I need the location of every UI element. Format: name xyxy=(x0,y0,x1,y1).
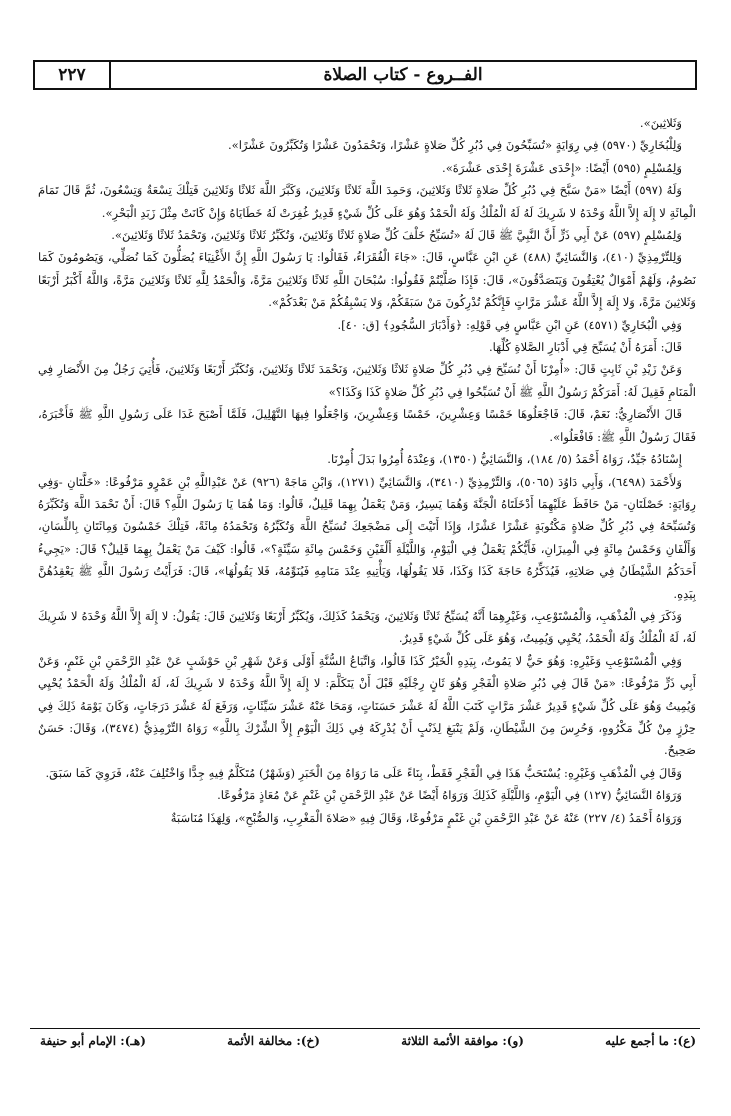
page-header xyxy=(33,60,697,90)
paragraph: وَلَهُ (٥٩٧) أَيْضًا «مَنْ سَبَّحَ فِي دُبُرِ كُلِّ صَلاةٍ ثَلاثًا وَثَلاثِينَ، وَحَمِدَ اللَّهَ ثَلاثًا وَثَلاثِينَ، وَكَبَّرَ اللَّهَ ثَلاثًا وَثَلاثِينَ فَتِلْكَ تِسْعَةٌ وَتِسْعُونَ، ثُمَّ قَالَ تَمَامَ الْمِائَةِ لا إِلَهَ إِلاَّ اللَّهُ وَحْدَهُ لا شَرِيكَ لَهُ لَهُ الْمُلْكُ وَلَهُ الْحَمْدُ وَهُوَ عَلَى كُلِّ شَيْءٍ قَدِيرٌ غُفِرَتْ لَهُ خَطَايَاهُ وَإِنْ كَانَتْ مِثْلَ زَبَدِ الْبَحْرِ». xyxy=(38,183,696,220)
paragraph: وَرَوَاهُ أَحْمَدُ (٤/ ٢٢٧) عَنْهُ عَنْ عَبْدِ الرَّحْمَنِ بْنِ غَنْمٍ مَرْفُوعًا، وَقَالَ فِيهِ «صَلاةَ الْمَغْرِبِ، وَالصُّبْحِ»، وَلِهَذَا مُنَاسَبَةٌ xyxy=(170,810,682,825)
footer-divider xyxy=(30,1028,700,1029)
paragraph: وَرَوَاهُ النَّسَائِيُّ (١٢٧) فِي الْيَوْمِ، وَاللَّيْلَةِ كَذَلِكَ وَرَوَاهُ أَيْضًا عَنْ عَبْدِ الرَّحْمَنِ بْنِ غَنْمٍ عَنْ مُعَاذٍ مَرْفُوعًا. xyxy=(217,788,682,803)
legend-consensus: (ع): ما أجمع عليه xyxy=(605,1034,696,1048)
paragraph: إِسْنَادُهُ جَيِّدٌ، رَوَاهُ أَحْمَدُ (٥/ ١٨٤)، وَالنَّسَائِيُّ (١٣٥٠)، وَعِنْدَهُ أُمِرُوا بَدَلَ أُمِرْنَا. xyxy=(327,452,682,467)
legend-abu-hanifa: (هـ): الإمام أبو حنيفة xyxy=(40,1034,146,1048)
paragraph: وَلِمُسْلِمٍ (٥٩٧) عَنْ أَبِي ذَرٍّ أَنَّ النَّبِيَّ ﷺ قَالَ لَهُ «تُسَبِّحُ خَلْفَ كُلِّ صَلاةٍ ثَلاثًا وَثَلاثِينَ، وَتُكَبِّرُ ثَلاثًا وَثَلاثِينَ، وَتَحْمَدُ ثَلاثًا وَثَلاثِينَ». xyxy=(111,228,682,243)
paragraph: وَفِي الْبُخَارِيِّ (٤٥٧١) عَنِ ابْنِ عَبَّاسٍ فِي قَوْلِهِ: ﴿وَأَدْبَارَ السُّجُودِ﴾ [ق: ٤٠]. xyxy=(337,317,682,332)
paragraph: وَثَلاثِينَ». xyxy=(639,116,682,130)
page-body xyxy=(38,112,696,1022)
paragraph: وَعَنْ زَيْدِ بْنِ ثَابِتٍ قَالَ: «أُمِرْنَا أَنْ نُسَبِّحَ فِي دُبُرِ كُلِّ صَلاةٍ ثَلاثًا وَثَلاثِينَ، وَنَحْمَدَ ثَلاثًا وَثَلاثِينَ، وَنُكَبِّرَ أَرْبَعًا وَثَلاثِينَ، فَأُتِيَ رَجُلٌ مِنَ الأَنْصَارِ فِي الْمَنَامِ فَقِيلَ لَهُ: أَمَرَكُمْ رَسُولُ اللَّهِ ﷺ أَنْ تُسَبِّحُوا فِي دُبُرِ كُلِّ صَلاةٍ كَذَا وَكَذَا؟» xyxy=(38,362,696,399)
footer-legend xyxy=(40,1030,696,1052)
paragraph: وَلِلتِّرْمِذِيِّ (٤١٠)، وَالنَّسَائِيِّ (٤٨٨) عَنِ ابْنِ عَبَّاسٍ، قَالَ: «جَاءَ الْفُقَرَاءُ، فَقَالُوا: يَا رَسُولَ اللَّهِ إِنَّ الأَغْنِيَاءَ يُصَلُّونَ كَمَا نُصَلِّي، وَيَصُومُونَ كَمَا نَصُومُ، وَلَهُمْ أَمْوَالٌ يُعْتِقُونَ وَيَتَصَدَّقُونَ»، قَالَ: فَإِذَا صَلَّيْتُمْ فَقُولُوا: سُبْحَانَ اللَّهِ ثَلاثًا وَثَلاثِينَ مَرَّةً، وَالْحَمْدُ لِلَّهِ ثَلاثًا وَثَلاثِينَ مَرَّةً، وَاللَّهُ أَكْبَرُ أَرْبَعًا وَثَلاثِينَ مَرَّةً، وَلا إِلَهَ إِلاَّ اللَّهُ عَشْرَ مَرَّاتٍ فَإِنَّكُمْ تُدْرِكُونَ مَنْ سَبَقَكُمْ، وَلا يَسْبِقُكُمْ مَنْ بَعْدَكُمْ». xyxy=(38,250,696,310)
paragraph: وَلأَحْمَدَ (٦٤٩٨)، وَأَبِي دَاوُدَ (٥٠٦٥)، وَالتِّرْمِذِيِّ (٣٤١٠)، وَالنَّسَائِيِّ (١٢٧١)، وَابْنِ مَاجَهْ (٩٢٦) عَنْ عَبْدِاللَّهِ بْنِ عَمْرٍو مَرْفُوعًا: «خَلَّتَانِ -وَفِي رِوَايَةٍ: خَصْلَتَانِ- مَنْ حَافَظَ عَلَيْهِمَا أَدْخَلَتَاهُ الْجَنَّةَ وَهُمَا يَسِيرٌ، وَمَنْ يَعْمَلُ بِهِمَا قَلِيلٌ، قَالُوا: وَمَا هُمَا يَا رَسُولَ اللَّهِ؟ قَالَ: أَنْ تَحْمَدَ اللَّهَ وَتُكَبِّرَهُ وَتُسَبِّحَهُ فِي دُبُرِ كُلِّ صَلاةٍ مَكْتُوبَةٍ عَشْرًا عَشْرًا، وَإِذَا أَتَيْتَ إِلَى مَضْجَعِكَ تُسَبِّحُ اللَّهَ وَتُكَبِّرُهُ وَتَحْمَدُهُ مِائَةً، فَتِلْكَ خَمْسُونَ وَمِائَتَانِ بِاللِّسَانِ، وَأَلْفَانِ وَخَمْسُ مِائَةٍ فِي الْمِيزَانِ، فَأَيُّكُمْ يَعْمَلُ فِي الْيَوْمِ، وَاللَّيْلَةِ أَلْفَيْنِ وَخَمْسَ مِائَةِ سَيِّئَةٍ؟»، قَالُوا: كَيْفَ مَنْ يَعْمَلُ بِهِمَا قَلِيلٌ؟ قَالَ: «يَجِيءُ أَحَدَكُمُ الشَّيْطَانُ فِي صَلاتِهِ، فَيُذَكِّرُهُ حَاجَةَ كَذَا وَكَذَا، فَلا يَقُولُهَا، وَيَأْتِيهِ عِنْدَ مَنَامِهِ فَيُنَوِّمُهُ، فَلا يَقُولُهَا»، قَالَ: فَرَأَيْتُ رَسُولَ اللَّهِ ﷺ يَعْقِدُهُنَّ بِيَدِهِ. xyxy=(38,474,696,601)
paragraph: وَقَالَ فِي الْمُذْهَبِ وَغَيْرِهِ: يُسْتَحَبُّ هَذَا فِي الْفَجْرِ فَقَطْ، بِنَاءً عَلَى مَا رَوَاهُ مِنَ الْخَبَرِ (وَشَهْرٌ) مُتَكَلَّمٌ فِيهِ جِدًّا وَاخْتُلِفَ عَنْهُ، فَرَوِيَ كَمَا سَبَقَ. xyxy=(45,765,682,780)
paragraph: وَلِلْبُخَارِيِّ (٥٩٧٠) فِي رِوَايَةٍ «تُسَبِّحُونَ فِي دُبُرِ كُلِّ صَلاةٍ عَشْرًا، وَتَحْمَدُونَ عَشْرًا وَتُكَبِّرُونَ عَشْرًا». xyxy=(228,138,682,153)
legend-disagreement: (خ): مخالفة الأئمة xyxy=(227,1034,320,1048)
page-number: ٢٢٧ xyxy=(35,62,111,88)
paragraph: قَالَ الأَنْصَارِيُّ: نَعَمْ، قَالَ: فَاجْعَلُوهَا خَمْسًا وَعِشْرِينَ، خَمْسًا وَعِشْرِينَ، وَاجْعَلُوا فِيهَا التَّهْلِيلَ، فَلَمَّا أَصْبَحَ غَدَا عَلَى رَسُولِ اللَّهِ ﷺ فَأَخْبَرَهُ، فَقَالَ رَسُولُ اللَّهِ ﷺ: فَافْعَلُوا». xyxy=(38,407,696,444)
paragraph: وَفِي الْمُسْتَوْعِبِ وَغَيْرِهِ: وَهُوَ حَيٌّ لا يَمُوتُ، بِيَدِهِ الْخَيْرُ كَذَا قَالُوا، وَاتِّبَاعُ السُّنَّةِ أَوْلَى وَعَنْ شَهْرِ بْنِ حَوْشَبٍ عَنْ عَبْدِ الرَّحْمَنِ بْنِ غَنْمٍ، وَعَنْ أَبِي ذَرٍّ مَرْفُوعًا: «مَنْ قَالَ فِي دُبُرِ صَلاةِ الْفَجْرِ وَهُوَ ثَانٍ رِجْلَيْهِ قَبْلَ أَنْ يَتَكَلَّمَ: لا إِلَهَ إِلاَّ اللَّهُ وَحْدَهُ لا شَرِيكَ لَهُ، لَهُ الْمُلْكُ وَلَهُ الْحَمْدُ يُحْيِي وَيُمِيتُ وَهُوَ عَلَى كُلِّ شَيْءٍ قَدِيرٌ عَشْرَ مَرَّاتٍ كَتَبَ اللَّهُ لَهُ عَشْرَ حَسَنَاتٍ، وَمَحَا عَنْهُ عَشْرَ سَيِّئَاتٍ، وَرَفَعَ لَهُ عَشْرَ دَرَجَاتٍ، وَكَانَ يَوْمَهُ ذَلِكَ فِي حِرْزٍ مِنْ كُلِّ مَكْرُوهٍ، وَحُرِسَ مِنَ الشَّيْطَانِ، وَلَمْ يَنْبَغِ لِذَنْبٍ أَنْ يُدْرِكَهُ فِي ذَلِكَ الْيَوْمِ إِلاَّ الشِّرْكَ بِاللَّهِ» رَوَاهُ التِّرْمِذِيُّ (٣٤٧٤)، وَقَالَ: حَسَنٌ صَحِيحٌ. xyxy=(38,653,696,758)
paragraph: وَذَكَرَ فِي الْمُذْهَبِ، وَالْمُسْتَوْعِبِ، وَغَيْرِهِمَا أَنَّهُ يُسَبِّحُ ثَلاثًا وَثَلاثِينَ، وَيَحْمَدُ كَذَلِكَ، وَيُكَبِّرُ أَرْبَعًا وَثَلاثِينَ قَالَ: يَقُولُ: لا إِلَهَ إِلاَّ اللَّهُ وَحْدَهُ لا شَرِيكَ لَهُ، لَهُ الْمُلْكُ وَلَهُ الْحَمْدُ، يُحْيِي وَيُمِيتُ، وَهُوَ عَلَى كُلِّ شَيْءٍ قَدِيرٌ. xyxy=(38,608,696,646)
paragraph: وَلِمُسْلِمٍ (٥٩٥) أَيْضًا: «إِحْدَى عَشْرَةَ إِحْدَى عَشْرَةَ». xyxy=(442,160,682,175)
running-title: الفــروع - كتاب الصلاة xyxy=(323,65,483,85)
paragraph: قَالَ: أَمَرَهُ أَنْ يُسَبِّحَ فِي أَدْبَارِ الصَّلاةِ كُلِّهَا. xyxy=(488,340,682,355)
legend-agreement: (و): موافقة الأئمة الثلاثة xyxy=(401,1034,524,1048)
